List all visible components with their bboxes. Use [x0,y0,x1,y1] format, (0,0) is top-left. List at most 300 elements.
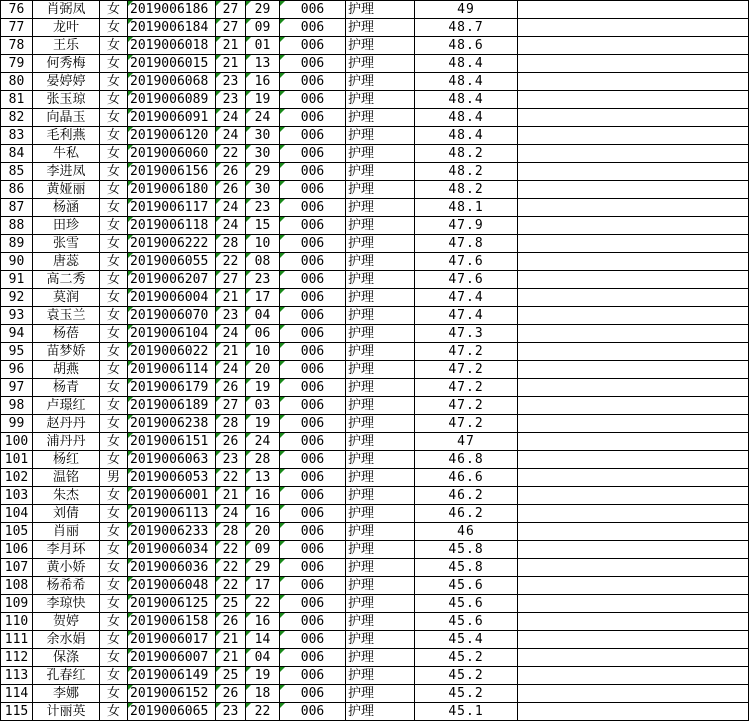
cell-position-code[interactable]: 006 [280,541,346,559]
cell-position[interactable]: 护理 [346,595,415,613]
cell-seat[interactable]: 24 [246,109,280,127]
cell-gender[interactable]: 女 [100,685,128,703]
cell-seat[interactable]: 23 [246,271,280,289]
cell-empty[interactable] [518,685,749,703]
cell-rank[interactable]: 79 [1,55,33,73]
table-row[interactable] [1,163,749,181]
cell-score[interactable]: 47.8 [415,235,518,253]
cell-position[interactable]: 护理 [346,451,415,469]
table-row[interactable] [1,379,749,397]
cell-gender[interactable]: 女 [100,307,128,325]
cell-rank[interactable]: 105 [1,523,33,541]
cell-rank[interactable]: 83 [1,127,33,145]
cell-name[interactable]: 龙叶 [33,19,100,37]
cell-exam-id[interactable]: 2019006053 [128,469,216,487]
cell-seat[interactable]: 13 [246,469,280,487]
cell-position[interactable]: 护理 [346,253,415,271]
cell-gender[interactable]: 女 [100,541,128,559]
cell-position[interactable]: 护理 [346,145,415,163]
cell-exam-id[interactable]: 2019006158 [128,613,216,631]
cell-empty[interactable] [518,325,749,343]
cell-position[interactable]: 护理 [346,469,415,487]
cell-empty[interactable] [518,343,749,361]
cell-name[interactable]: 王乐 [33,37,100,55]
cell-gender[interactable]: 女 [100,199,128,217]
cell-position[interactable]: 护理 [346,163,415,181]
cell-gender[interactable]: 女 [100,1,128,19]
cell-exam-id[interactable]: 2019006022 [128,343,216,361]
cell-position-code[interactable]: 006 [280,325,346,343]
cell-empty[interactable] [518,667,749,685]
cell-seat[interactable]: 04 [246,307,280,325]
cell-empty[interactable] [518,289,749,307]
cell-position[interactable]: 护理 [346,1,415,19]
cell-gender[interactable]: 女 [100,109,128,127]
cell-position[interactable]: 护理 [346,487,415,505]
cell-seat[interactable]: 09 [246,19,280,37]
cell-exam-id[interactable]: 2019006149 [128,667,216,685]
cell-score[interactable]: 47.2 [415,397,518,415]
cell-empty[interactable] [518,163,749,181]
cell-exam-id[interactable]: 2019006152 [128,685,216,703]
cell-position[interactable]: 护理 [346,649,415,667]
cell-score[interactable]: 45.4 [415,631,518,649]
cell-position[interactable]: 护理 [346,307,415,325]
cell-position[interactable]: 护理 [346,667,415,685]
cell-position-code[interactable]: 006 [280,649,346,667]
cell-seat[interactable]: 08 [246,253,280,271]
cell-position-code[interactable]: 006 [280,667,346,685]
cell-score[interactable]: 48.2 [415,163,518,181]
cell-position-code[interactable]: 006 [280,271,346,289]
cell-room[interactable]: 27 [216,1,246,19]
cell-position-code[interactable]: 006 [280,559,346,577]
cell-seat[interactable]: 30 [246,127,280,145]
cell-rank[interactable]: 77 [1,19,33,37]
cell-position[interactable]: 护理 [346,361,415,379]
cell-room[interactable]: 26 [216,163,246,181]
cell-position[interactable]: 护理 [346,73,415,91]
cell-seat[interactable]: 16 [246,73,280,91]
cell-score[interactable]: 48.7 [415,19,518,37]
cell-position-code[interactable]: 006 [280,181,346,199]
cell-position[interactable]: 护理 [346,631,415,649]
cell-name[interactable]: 牛私 [33,145,100,163]
cell-name[interactable]: 贺婷 [33,613,100,631]
cell-gender[interactable]: 女 [100,163,128,181]
cell-exam-id[interactable]: 2019006120 [128,127,216,145]
cell-position[interactable]: 护理 [346,703,415,721]
cell-exam-id[interactable]: 2019006207 [128,271,216,289]
cell-rank[interactable]: 94 [1,325,33,343]
cell-score[interactable]: 46 [415,523,518,541]
cell-score[interactable]: 47.2 [415,343,518,361]
cell-gender[interactable]: 女 [100,451,128,469]
cell-position[interactable]: 护理 [346,55,415,73]
cell-seat[interactable]: 19 [246,415,280,433]
cell-gender[interactable]: 女 [100,649,128,667]
cell-empty[interactable] [518,91,749,109]
cell-position-code[interactable]: 006 [280,55,346,73]
cell-score[interactable]: 45.1 [415,703,518,721]
cell-gender[interactable]: 女 [100,19,128,37]
cell-empty[interactable] [518,487,749,505]
cell-position[interactable]: 护理 [346,559,415,577]
cell-name[interactable]: 田珍 [33,217,100,235]
cell-name[interactable]: 温铭 [33,469,100,487]
cell-empty[interactable] [518,271,749,289]
cell-gender[interactable]: 女 [100,631,128,649]
cell-gender[interactable]: 女 [100,361,128,379]
cell-seat[interactable]: 03 [246,397,280,415]
cell-empty[interactable] [518,127,749,145]
cell-seat[interactable]: 16 [246,487,280,505]
table-row[interactable] [1,631,749,649]
cell-score[interactable]: 45.8 [415,559,518,577]
cell-score[interactable]: 45.6 [415,613,518,631]
cell-exam-id[interactable]: 2019006114 [128,361,216,379]
cell-rank[interactable]: 112 [1,649,33,667]
cell-score[interactable]: 45.2 [415,685,518,703]
table-row[interactable] [1,73,749,91]
cell-empty[interactable] [518,577,749,595]
cell-empty[interactable] [518,505,749,523]
cell-rank[interactable]: 80 [1,73,33,91]
cell-name[interactable]: 余水娟 [33,631,100,649]
cell-position[interactable]: 护理 [346,541,415,559]
cell-rank[interactable]: 115 [1,703,33,721]
cell-rank[interactable]: 88 [1,217,33,235]
table-row[interactable] [1,649,749,667]
cell-position-code[interactable]: 006 [280,595,346,613]
cell-rank[interactable]: 106 [1,541,33,559]
cell-seat[interactable]: 16 [246,613,280,631]
cell-gender[interactable]: 女 [100,595,128,613]
cell-rank[interactable]: 95 [1,343,33,361]
cell-exam-id[interactable]: 2019006036 [128,559,216,577]
cell-position[interactable]: 护理 [346,91,415,109]
cell-room[interactable]: 26 [216,613,246,631]
cell-rank[interactable]: 111 [1,631,33,649]
cell-name[interactable]: 杨希希 [33,577,100,595]
cell-exam-id[interactable]: 2019006048 [128,577,216,595]
cell-rank[interactable]: 97 [1,379,33,397]
cell-room[interactable]: 23 [216,451,246,469]
cell-rank[interactable]: 113 [1,667,33,685]
cell-position-code[interactable]: 006 [280,1,346,19]
cell-name[interactable]: 向晶玉 [33,109,100,127]
cell-gender[interactable]: 女 [100,415,128,433]
table-row[interactable] [1,487,749,505]
cell-room[interactable]: 21 [216,55,246,73]
cell-position-code[interactable]: 006 [280,199,346,217]
cell-rank[interactable]: 104 [1,505,33,523]
cell-empty[interactable] [518,649,749,667]
cell-empty[interactable] [518,217,749,235]
cell-empty[interactable] [518,523,749,541]
cell-seat[interactable]: 30 [246,181,280,199]
cell-room[interactable]: 26 [216,379,246,397]
cell-name[interactable]: 杨涵 [33,199,100,217]
cell-gender[interactable]: 女 [100,613,128,631]
cell-room[interactable]: 24 [216,109,246,127]
cell-position[interactable]: 护理 [346,127,415,145]
cell-score[interactable]: 47.4 [415,289,518,307]
cell-empty[interactable] [518,631,749,649]
cell-room[interactable]: 26 [216,181,246,199]
cell-name[interactable]: 李进凤 [33,163,100,181]
cell-gender[interactable]: 女 [100,379,128,397]
cell-position[interactable]: 护理 [346,19,415,37]
cell-rank[interactable]: 90 [1,253,33,271]
cell-gender[interactable]: 女 [100,523,128,541]
cell-gender[interactable]: 女 [100,667,128,685]
cell-exam-id[interactable]: 2019006222 [128,235,216,253]
cell-rank[interactable]: 82 [1,109,33,127]
cell-position[interactable]: 护理 [346,199,415,217]
cell-seat[interactable]: 16 [246,505,280,523]
cell-name[interactable]: 何秀梅 [33,55,100,73]
cell-name[interactable]: 袁玉兰 [33,307,100,325]
cell-gender[interactable]: 女 [100,397,128,415]
cell-position-code[interactable]: 006 [280,91,346,109]
cell-rank[interactable]: 78 [1,37,33,55]
cell-empty[interactable] [518,307,749,325]
cell-rank[interactable]: 101 [1,451,33,469]
table-row[interactable] [1,577,749,595]
cell-rank[interactable]: 93 [1,307,33,325]
cell-name[interactable]: 张雪 [33,235,100,253]
cell-seat[interactable]: 30 [246,145,280,163]
cell-seat[interactable]: 14 [246,631,280,649]
cell-seat[interactable]: 19 [246,379,280,397]
cell-exam-id[interactable]: 2019006117 [128,199,216,217]
cell-empty[interactable] [518,541,749,559]
cell-empty[interactable] [518,361,749,379]
cell-name[interactable]: 苗梦娇 [33,343,100,361]
cell-room[interactable]: 21 [216,289,246,307]
cell-empty[interactable] [518,19,749,37]
cell-room[interactable]: 27 [216,19,246,37]
cell-rank[interactable]: 92 [1,289,33,307]
cell-seat[interactable]: 04 [246,649,280,667]
cell-score[interactable]: 47.6 [415,271,518,289]
cell-position[interactable]: 护理 [346,181,415,199]
cell-name[interactable]: 唐蕊 [33,253,100,271]
table-row[interactable] [1,253,749,271]
cell-score[interactable]: 46.2 [415,505,518,523]
cell-exam-id[interactable]: 2019006179 [128,379,216,397]
cell-name[interactable]: 晏婷婷 [33,73,100,91]
cell-rank[interactable]: 98 [1,397,33,415]
cell-exam-id[interactable]: 2019006189 [128,397,216,415]
cell-room[interactable]: 24 [216,325,246,343]
cell-position[interactable]: 护理 [346,217,415,235]
table-row[interactable] [1,217,749,235]
cell-name[interactable]: 卢璟红 [33,397,100,415]
cell-name[interactable]: 莫润 [33,289,100,307]
cell-name[interactable]: 黄娅丽 [33,181,100,199]
cell-gender[interactable]: 女 [100,73,128,91]
cell-position[interactable]: 护理 [346,235,415,253]
table-row[interactable] [1,505,749,523]
cell-name[interactable]: 毛利燕 [33,127,100,145]
cell-score[interactable]: 47.9 [415,217,518,235]
cell-position[interactable]: 护理 [346,397,415,415]
cell-room[interactable]: 22 [216,559,246,577]
cell-gender[interactable]: 女 [100,127,128,145]
cell-position-code[interactable]: 006 [280,19,346,37]
cell-gender[interactable]: 女 [100,343,128,361]
cell-room[interactable]: 21 [216,37,246,55]
cell-gender[interactable]: 女 [100,577,128,595]
cell-room[interactable]: 22 [216,253,246,271]
cell-empty[interactable] [518,415,749,433]
cell-rank[interactable]: 96 [1,361,33,379]
table-row[interactable] [1,199,749,217]
cell-rank[interactable]: 109 [1,595,33,613]
cell-exam-id[interactable]: 2019006180 [128,181,216,199]
table-row[interactable] [1,541,749,559]
cell-rank[interactable]: 99 [1,415,33,433]
table-row[interactable] [1,145,749,163]
cell-seat[interactable]: 22 [246,703,280,721]
cell-position-code[interactable]: 006 [280,235,346,253]
cell-empty[interactable] [518,595,749,613]
cell-name[interactable]: 杨红 [33,451,100,469]
cell-exam-id[interactable]: 2019006233 [128,523,216,541]
cell-gender[interactable]: 女 [100,253,128,271]
cell-position-code[interactable]: 006 [280,37,346,55]
cell-exam-id[interactable]: 2019006017 [128,631,216,649]
cell-rank[interactable]: 89 [1,235,33,253]
cell-room[interactable]: 22 [216,469,246,487]
cell-position-code[interactable]: 006 [280,703,346,721]
cell-position-code[interactable]: 006 [280,577,346,595]
cell-position-code[interactable]: 006 [280,685,346,703]
cell-seat[interactable]: 10 [246,343,280,361]
cell-position-code[interactable]: 006 [280,307,346,325]
cell-gender[interactable]: 女 [100,505,128,523]
cell-room[interactable]: 24 [216,127,246,145]
cell-seat[interactable]: 20 [246,523,280,541]
cell-exam-id[interactable]: 2019006186 [128,1,216,19]
cell-exam-id[interactable]: 2019006068 [128,73,216,91]
cell-score[interactable]: 48.6 [415,37,518,55]
cell-position[interactable]: 护理 [346,613,415,631]
cell-position-code[interactable]: 006 [280,217,346,235]
cell-position[interactable]: 护理 [346,415,415,433]
cell-rank[interactable]: 108 [1,577,33,595]
cell-seat[interactable]: 23 [246,199,280,217]
table-row[interactable] [1,343,749,361]
cell-score[interactable]: 45.6 [415,577,518,595]
cell-empty[interactable] [518,703,749,721]
cell-seat[interactable]: 18 [246,685,280,703]
cell-exam-id[interactable]: 2019006070 [128,307,216,325]
cell-position[interactable]: 护理 [346,577,415,595]
cell-exam-id[interactable]: 2019006156 [128,163,216,181]
cell-room[interactable]: 27 [216,397,246,415]
cell-score[interactable]: 45.2 [415,649,518,667]
cell-empty[interactable] [518,1,749,19]
cell-score[interactable]: 45.8 [415,541,518,559]
cell-rank[interactable]: 91 [1,271,33,289]
cell-score[interactable]: 46.6 [415,469,518,487]
cell-exam-id[interactable]: 2019006015 [128,55,216,73]
cell-position-code[interactable]: 006 [280,127,346,145]
table-row[interactable] [1,235,749,253]
cell-exam-id[interactable]: 2019006125 [128,595,216,613]
cell-gender[interactable]: 女 [100,235,128,253]
cell-seat[interactable]: 29 [246,559,280,577]
cell-score[interactable]: 48.4 [415,73,518,91]
cell-room[interactable]: 24 [216,217,246,235]
cell-name[interactable]: 孔春红 [33,667,100,685]
cell-room[interactable]: 21 [216,487,246,505]
cell-position-code[interactable]: 006 [280,505,346,523]
cell-rank[interactable]: 86 [1,181,33,199]
cell-seat[interactable]: 29 [246,163,280,181]
table-row[interactable] [1,91,749,109]
cell-empty[interactable] [518,397,749,415]
cell-position[interactable]: 护理 [346,271,415,289]
cell-position[interactable]: 护理 [346,109,415,127]
cell-position[interactable]: 护理 [346,523,415,541]
cell-rank[interactable]: 103 [1,487,33,505]
cell-exam-id[interactable]: 2019006065 [128,703,216,721]
cell-rank[interactable]: 81 [1,91,33,109]
cell-rank[interactable]: 102 [1,469,33,487]
cell-empty[interactable] [518,55,749,73]
table-row[interactable] [1,415,749,433]
cell-seat[interactable]: 01 [246,37,280,55]
cell-position-code[interactable]: 006 [280,415,346,433]
cell-position[interactable]: 护理 [346,289,415,307]
cell-room[interactable]: 23 [216,307,246,325]
cell-score[interactable]: 47.4 [415,307,518,325]
table-row[interactable] [1,523,749,541]
table-row[interactable] [1,271,749,289]
cell-name[interactable]: 浦丹丹 [33,433,100,451]
cell-gender[interactable]: 女 [100,559,128,577]
cell-seat[interactable]: 20 [246,361,280,379]
table-row[interactable] [1,685,749,703]
cell-score[interactable]: 45.6 [415,595,518,613]
table-row[interactable] [1,19,749,37]
cell-exam-id[interactable]: 2019006091 [128,109,216,127]
cell-position-code[interactable]: 006 [280,397,346,415]
cell-name[interactable]: 肖丽 [33,523,100,541]
cell-gender[interactable]: 女 [100,433,128,451]
cell-seat[interactable]: 06 [246,325,280,343]
cell-seat[interactable]: 28 [246,451,280,469]
cell-empty[interactable] [518,469,749,487]
cell-empty[interactable] [518,253,749,271]
cell-position-code[interactable]: 006 [280,163,346,181]
cell-room[interactable]: 24 [216,199,246,217]
cell-score[interactable]: 48.4 [415,109,518,127]
cell-exam-id[interactable]: 2019006001 [128,487,216,505]
table-row[interactable] [1,595,749,613]
cell-position-code[interactable]: 006 [280,361,346,379]
table-row[interactable] [1,181,749,199]
cell-seat[interactable]: 19 [246,667,280,685]
cell-rank[interactable]: 84 [1,145,33,163]
cell-rank[interactable]: 110 [1,613,33,631]
table-row[interactable] [1,289,749,307]
table-row[interactable] [1,307,749,325]
